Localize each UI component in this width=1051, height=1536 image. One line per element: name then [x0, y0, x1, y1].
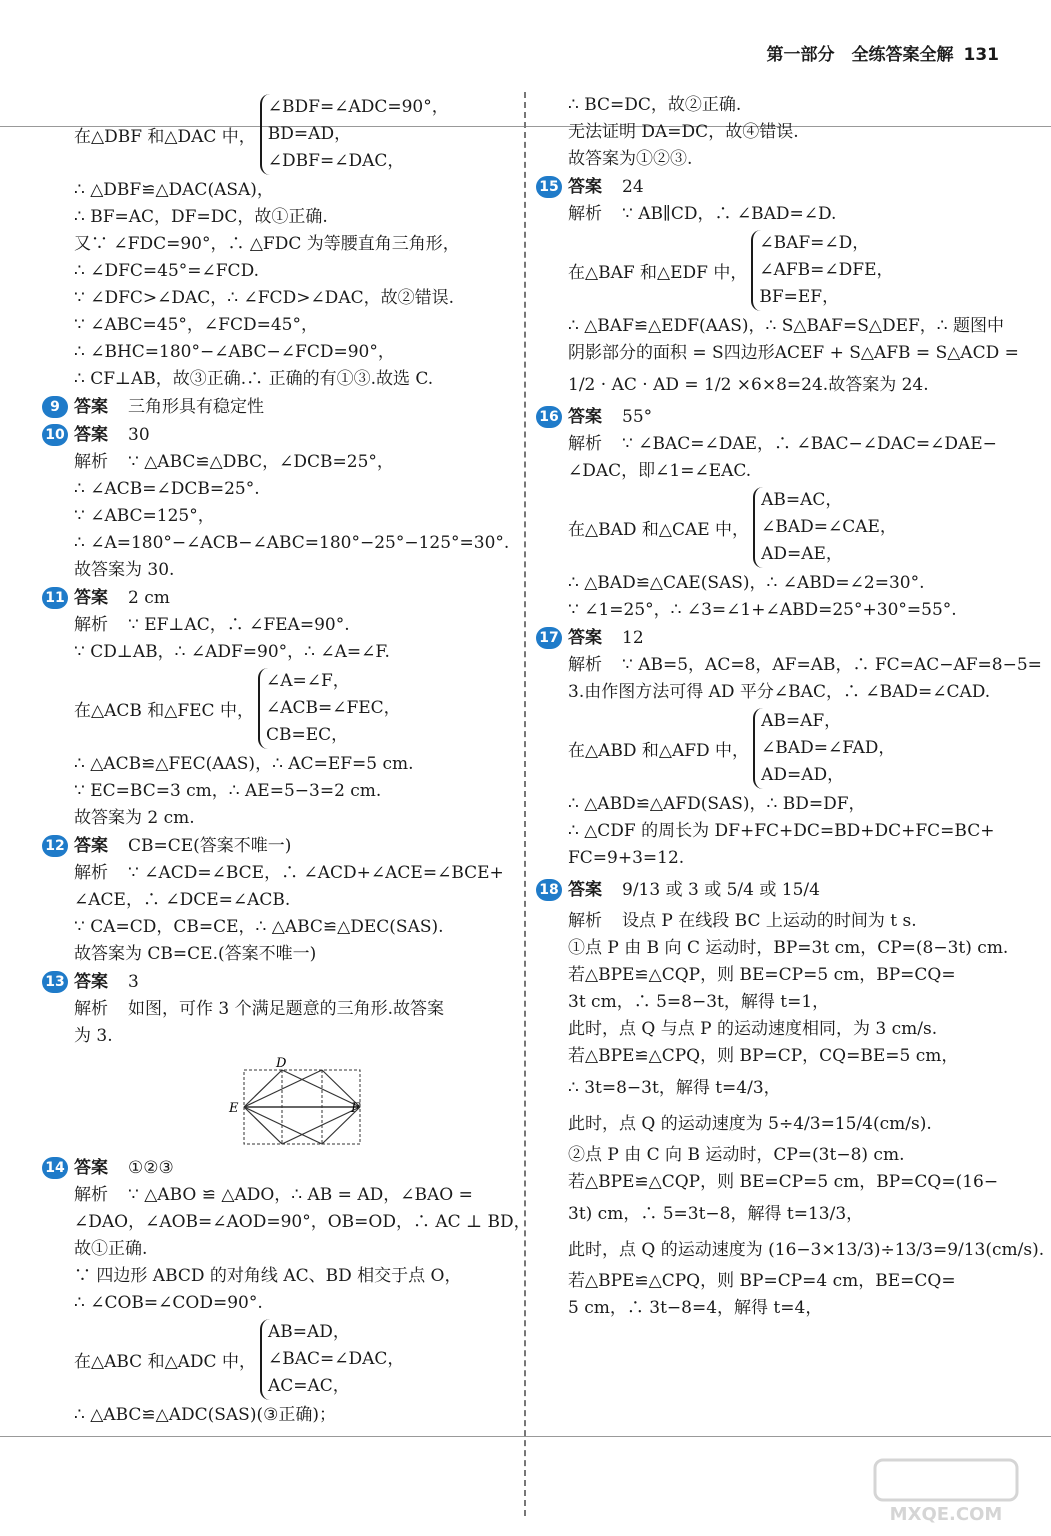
text-line: 故答案为 30. [74, 560, 175, 580]
text-line: 阴影部分的面积 = S四边形ACEF + S△AFB = S△ACD = [568, 343, 1019, 363]
answer-text: 3 [128, 972, 139, 992]
question-number-badge: 15 [536, 176, 562, 198]
text-line: ∵ ∠ABC=45°，∠FCD=45°， [74, 315, 318, 335]
system-abc-adc: 在△ABC 和△ADC 中， AB=AD， ∠BAC=∠DAC， AC=AC， [74, 1319, 506, 1400]
text-line: 3.由作图方法可得 AD 平分∠BAC，∴ ∠BAD=∠CAD. [568, 682, 991, 702]
text-line: ∵ ∠1=25°，∴ ∠3=∠1+∠ABD=25°+30°=55°. [568, 600, 957, 620]
analysis-line: 解析 ∵ △ABC≌△DBC，∠DCB=25°， [74, 452, 394, 472]
text-line: 若△BPE≌△CQP，则 BE=CP=5 cm，BP=CQ=(16− [568, 1172, 999, 1192]
text-line: ∵ 四边形 ABCD 的对角线 AC、BD 相交于点 O， [74, 1266, 462, 1286]
text-line: ∴ ∠A=180°−∠ACB−∠ABC=180°−25°−125°=30°. [74, 533, 510, 553]
text-line: ∴ ∠BHC=180°−∠ABC−∠FCD=90°， [74, 342, 395, 362]
question-number-badge: 13 [42, 971, 68, 993]
text-line: 又∵ ∠FDC=90°，∴ △FDC 为等腰直角三角形， [74, 234, 460, 254]
question-13: 13 答案 3 [42, 968, 506, 996]
question-number-badge: 14 [42, 1157, 68, 1179]
question-number-badge: 9 [42, 396, 68, 418]
label-e: E [229, 1101, 239, 1116]
text-line: 故答案为 2 cm. [74, 808, 195, 828]
brace-group: AB=AC， ∠BAD=∠CAE， AD=AE， [753, 487, 897, 568]
text-line: 此时，点 Q 的运动速度为 5÷4/3=15/4(cm/s). [568, 1114, 932, 1134]
system-baf-edf: 在△BAF 和△EDF 中， ∠BAF=∠D， ∠AFB=∠DFE， BF=EF， [568, 230, 1000, 311]
watermark-text: MXQE.COM [889, 1504, 1003, 1525]
label-f: F [351, 1101, 361, 1116]
text-line: FC=9+3=12. [568, 848, 685, 868]
text-line: ∴ △DBF≌△DAC(ASA)， [74, 180, 274, 200]
answer-text: CB=CE(答案不唯一) [128, 836, 292, 856]
text-line: 故答案为①②③. [568, 149, 693, 169]
text-line: ∵ ∠ABC=125°， [74, 506, 215, 526]
analysis-line: 解析 ∵ ∠BAC=∠DAE，∴ ∠BAC−∠DAC=∠DAE− [568, 434, 997, 454]
answer-text: 三角形具有稳定性 [128, 397, 264, 417]
system-bad-cae: 在△BAD 和△CAE 中， AB=AC， ∠BAD=∠CAE， AD=AE， [568, 487, 1000, 568]
text-line: ∵ ∠DFC>∠DAC，∴ ∠FCD>∠DAC，故②错误. [74, 288, 455, 308]
question-number-badge: 12 [42, 835, 68, 857]
text-line: ∴ △BAD≌△CAE(SAS)，∴ ∠ABD=∠2=30°. [568, 573, 925, 593]
text-line: ∠ACE，∴ ∠DCE=∠ACB. [74, 890, 291, 910]
text-line: ∴ △ACB≌△FEC(AAS)，∴ AC=EF=5 cm. [74, 754, 414, 774]
text-line: ∴ △BAF≌△EDF(AAS)，∴ S△BAF=S△DEF，∴ 题图中 [568, 316, 1004, 336]
text-line: ∴ ∠COB=∠COD=90°. [74, 1293, 263, 1313]
text-line: 若△BPE≌△CPQ，则 BP=CP=4 cm，BE=CQ= [568, 1271, 956, 1291]
answer-text: 30 [128, 425, 150, 445]
brace-group: ∠A=∠F， ∠ACB=∠FEC， CB=EC， [258, 668, 401, 749]
question-18: 18 答案 9/13 或 3 或 5/4 或 15/4 [536, 872, 1000, 908]
segment [282, 1107, 360, 1144]
answer-text: 12 [622, 628, 644, 648]
left-column [45, 92, 531, 1429]
text-line: ∴ △ABC≌△ADC(SAS)(③正确)； [74, 1405, 336, 1425]
text-line: 故①正确. [74, 1239, 148, 1259]
text-line: 3t) cm，∴ 5=3t−8，解得 t=13/3， [568, 1204, 864, 1224]
header-title: 第一部分 全练答案全解 [766, 45, 954, 65]
text-line: ②点 P 由 C 向 B 运动时，CP=(3t−8) cm. [568, 1145, 905, 1165]
question-11: 11 答案 2 cm [42, 584, 506, 612]
question-number-badge: 10 [42, 424, 68, 446]
segment [282, 1070, 360, 1107]
text-line: ∵ EC=BC=3 cm，∴ AE=5−3=2 cm. [74, 781, 382, 801]
text-line: ①点 P 由 B 向 C 运动时，BP=3t cm，CP=(8−3t) cm. [568, 938, 1009, 958]
text-line: 故答案为 CB=CE.(答案不唯一) [74, 944, 317, 964]
question-number-badge: 11 [42, 587, 68, 609]
question-number-badge: 17 [536, 627, 562, 649]
text-line: ∠DAO，∠AOB=∠AOD=90°，OB=OD，∴ AC ⊥ BD， [74, 1212, 531, 1232]
text-line: ∠DAC，即∠1=∠EAC. [568, 461, 752, 481]
analysis-line: 解析 如图，可作 3 个满足题意的三角形.故答案 [74, 999, 445, 1019]
segment [244, 1070, 282, 1107]
text-line: 为 3. [74, 1026, 113, 1046]
answer-text: 2 cm [128, 588, 170, 608]
column-divider [524, 92, 526, 1516]
text-line: ∴ BC=DC，故②正确. [568, 95, 742, 115]
analysis-line: 解析 ∵ AB=5，AC=8，AF=AB，∴ FC=AC−AF=8−5= [568, 655, 1042, 675]
segment [244, 1107, 282, 1144]
system-abd-afd: 在△ABD 和△AFD 中， AB=AF， ∠BAD=∠FAD， AD=AD， [568, 708, 1000, 789]
question-9: 9 答案 三角形具有稳定性 [42, 393, 506, 421]
answer-text: ①②③ [128, 1158, 174, 1178]
page-number: 131 [963, 45, 999, 65]
brace-group: ∠BAF=∠D， ∠AFB=∠DFE， BF=EF， [751, 230, 893, 311]
text-line: 无法证明 DA=DC，故④错误. [568, 122, 799, 142]
text-line: 3t cm，∴ 5=8−3t，解得 t=1， [568, 992, 830, 1012]
brace-group: AB=AD， ∠BAC=∠DAC， AC=AC， [260, 1319, 404, 1400]
text-line: 5 cm，∴ 3t−8=4，解得 t=4， [568, 1298, 823, 1318]
triangle-figure [224, 1056, 364, 1148]
right-column [539, 92, 1045, 1322]
watermark-frame [875, 1460, 1017, 1500]
page-header [767, 40, 1000, 65]
question-number-badge: 18 [536, 879, 562, 901]
question-10: 10 答案 30 [42, 421, 506, 449]
answer-text: 9/13 或 3 或 5/4 或 15/4 [622, 880, 820, 900]
brace-group: ∠BDF=∠ADC=90°， BD=AD， ∠DBF=∠DAC， [260, 94, 449, 175]
text-line: ∴ 3t=8−3t，解得 t=4/3， [568, 1078, 781, 1098]
watermark-logo [871, 1456, 1021, 1526]
text-line: ∴ ∠ACB=∠DCB=25°. [74, 479, 260, 499]
analysis-line: 解析 设点 P 在线段 BC 上运动的时间为 t s. [568, 911, 917, 931]
question-number-badge: 16 [536, 406, 562, 428]
question-17: 17 答案 12 [536, 624, 1000, 652]
question-16: 16 答案 55° [536, 403, 1000, 431]
text-line: ∴ BF=AC，DF=DC，故①正确. [74, 207, 328, 227]
text-line: ∵ CD⊥AB，∴ ∠ADF=90°，∴ ∠A=∠F. [74, 642, 390, 662]
analysis-line: 解析 ∵ EF⊥AC，∴ ∠FEA=90°. [74, 615, 350, 635]
question-15: 15 答案 24 [536, 173, 1000, 201]
question-14: 14 答案 ①②③ [42, 1154, 506, 1182]
answer-text: 24 [622, 177, 644, 197]
text-line: ∵ CA=CD，CB=CE，∴ △ABC≌△DEC(SAS). [74, 917, 444, 937]
text-line: 若△BPE≌△CPQ，则 BP=CP，CQ=BE=5 cm， [568, 1046, 959, 1066]
text-line: ∴ △ABD≌△AFD(SAS)，∴ BD=DF， [568, 794, 866, 814]
analysis-line: 解析 ∵ ∠ACD=∠BCE，∴ ∠ACD+∠ACE=∠BCE+ [74, 863, 504, 883]
label-d: D [276, 1056, 287, 1071]
text-line: 此时，点 Q 与点 P 的运动速度相同，为 3 cm/s. [568, 1019, 938, 1039]
answer-text: 55° [622, 407, 653, 427]
analysis-line: 解析 ∵ △ABO ≌ △ADO，∴ AB = AD，∠BAO = [74, 1185, 473, 1205]
text-line: ∴ CF⊥AB，故③正确.∴ 正确的有①③.故选 C. [74, 369, 434, 389]
segment [244, 1070, 322, 1107]
segment [244, 1107, 322, 1144]
analysis-line: 解析 ∵ AB∥CD，∴ ∠BAD=∠D. [568, 204, 837, 224]
text-line: 1/2 · AC · AD = 1/2 ×6×8=24.故答案为 24. [568, 375, 929, 395]
system-acb-fec: 在△ACB 和△FEC 中， ∠A=∠F， ∠ACB=∠FEC， CB=EC， [74, 668, 506, 749]
text-line: ∴ ∠DFC=45°=∠FCD. [74, 261, 259, 281]
text-line: ∴ △CDF 的周长为 DF+FC+DC=BD+DC+FC=BC+ [568, 821, 995, 841]
text-line: 此时，点 Q 的运动速度为 (16−3×13/3)÷13/3=9/13(cm/s). [568, 1240, 1045, 1260]
brace-group: AB=AF， ∠BAD=∠FAD， AD=AD， [753, 708, 895, 789]
system-dbf-dac: 在△DBF 和△DAC 中， ∠BDF=∠ADC=90°， BD=AD， ∠DBF=∠DAC， [74, 94, 506, 175]
question-12: 12 答案 CB=CE(答案不唯一) [42, 832, 506, 860]
text-line: 若△BPE≌△CQP，则 BE=CP=5 cm，BP=CQ= [568, 965, 956, 985]
